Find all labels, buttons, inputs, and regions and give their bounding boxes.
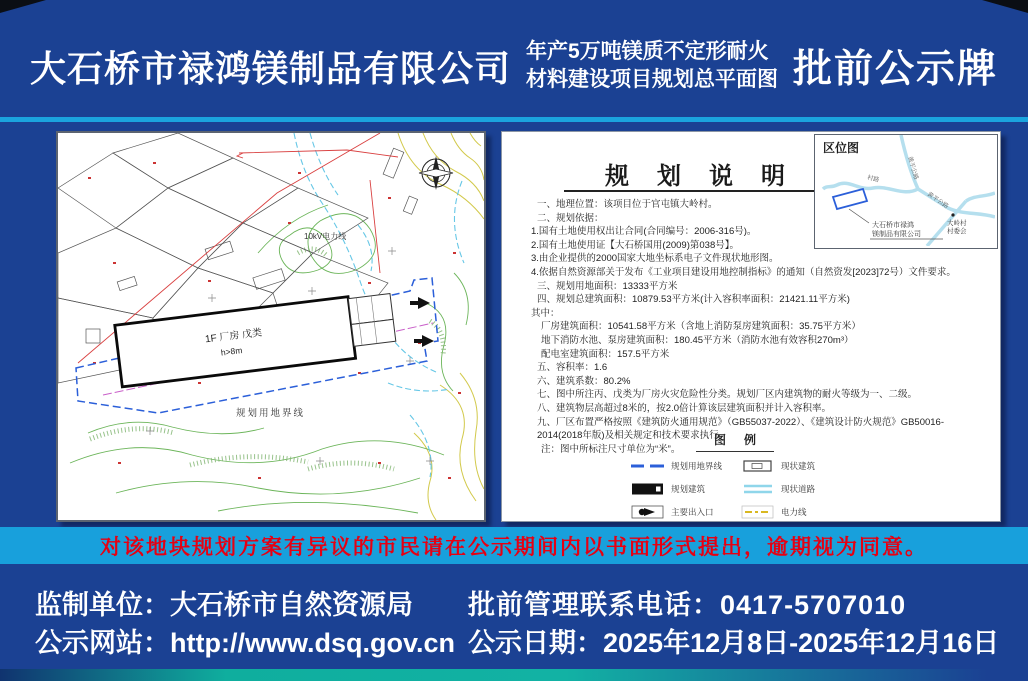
note-line: 地下消防水池、泵房建筑面积：180.45平方米（消防水池有效容积270m³） <box>541 334 854 346</box>
note-line: 其中： <box>531 307 560 319</box>
planned-building-icon <box>630 482 666 496</box>
contour-lines-yellow <box>398 133 484 520</box>
main-entrance-icon <box>630 505 666 519</box>
legend-item <box>630 505 730 519</box>
note-line: 3.由企业提供的2000国家大地坐标系电子文件现状地形图。 <box>531 253 779 265</box>
power-line-icon <box>740 505 776 519</box>
legend <box>630 431 840 519</box>
compass-icon <box>419 156 453 190</box>
planning-notes-title: 规划说明 <box>605 163 813 190</box>
legend-item <box>740 459 840 473</box>
road-label-mid: 黄平公路 <box>925 191 950 211</box>
legend-label: 规划用地界线 <box>671 461 723 471</box>
notice-website: 公示网站：http://www.dsq.gov.cn <box>35 628 455 658</box>
planned-boundary-line-icon <box>630 459 666 473</box>
note-line: 1.国有土地使用权出让合同(合同编号：2006-316号)。 <box>531 226 757 238</box>
objection-banner <box>0 527 1028 564</box>
company-name: 大石桥市禄鸿镁制品有限公司 <box>30 47 512 89</box>
legend-label: 现状道路 <box>781 484 816 494</box>
site-company-label-line2: 镁制品有限公司 <box>872 231 921 238</box>
legend-item <box>630 482 730 496</box>
legend-label: 主要出入口 <box>671 507 714 517</box>
legend-item <box>740 505 840 519</box>
photo-corner-artifact <box>0 0 46 13</box>
road-label-top: 黄平公路 <box>906 155 919 181</box>
location-map <box>814 134 998 249</box>
contact-phone: 批前管理联系电话：0417-5707010 <box>468 590 907 620</box>
board-title: 批前公示牌 <box>792 48 998 91</box>
leader-line <box>849 209 869 223</box>
poi-dot <box>951 213 954 216</box>
planning-description-panel <box>501 131 1001 522</box>
legend-label: 电力线 <box>781 507 807 517</box>
building-height-label: h>8m <box>220 345 243 358</box>
project-name <box>526 38 778 94</box>
site-company-label-line1: 大石桥市禄鸿 <box>872 222 914 229</box>
site-polygon <box>833 189 867 209</box>
note-line: 厂房建筑面积：10541.58平方米（含地上消防泵房建筑面积：35.75平方米） <box>541 321 861 333</box>
title-underline <box>564 190 832 192</box>
note-line: 4.依据自然资源部关于发布《工业项目建设用地控制指标》的通知（自然资发[2023]72号）文件要求。 <box>531 266 956 278</box>
supervisor-unit: 监制单位：大石桥市自然资源局 <box>35 590 413 620</box>
existing-road-icon <box>740 482 776 496</box>
note-line: 2.国有土地使用证【大石桥国用(2009)第038号】。 <box>531 239 739 251</box>
board-header <box>0 18 1028 114</box>
boundary-label: 规划用地界线 <box>236 408 306 419</box>
project-name-line1: 年产5万吨镁质不定形耐火 <box>526 40 769 63</box>
note-line: 九、厂区布置严格按照《建筑防火通用规范》（GB55037-2022）、《建筑设计防火规范》GB50016-2014(2018年版)及相关规定和技术要求执行。 <box>537 416 944 442</box>
location-map-drawing <box>815 135 995 246</box>
location-map-title: 区位图 <box>823 141 860 155</box>
note-line: 二、规划依据： <box>537 212 604 224</box>
legend-item <box>630 459 730 473</box>
note-line: 八、建筑物层高超过8米的，按2.0倍计算该层建筑面积并计入容积率。 <box>537 402 831 414</box>
legend-label: 规划建筑 <box>671 484 706 494</box>
existing-building-icon <box>740 459 776 473</box>
project-name-line2: 材料建设项目规划总平面图 <box>526 68 778 91</box>
poi-label-line2: 村委会 <box>947 228 967 235</box>
legend-label: 现状建筑 <box>781 461 816 471</box>
photo-corner-artifact <box>982 0 1028 13</box>
site-plan-map <box>58 133 484 520</box>
note-line: 五、容积率：1.6 <box>537 362 608 374</box>
power-line-label: 10kV电力线 <box>304 232 347 241</box>
poi-label-line1: 大岭村 <box>947 220 967 227</box>
note-line: 三、规划用地面积：13333平方米 <box>537 280 678 292</box>
building-label: 1F 厂房 戊类 <box>204 327 263 346</box>
bottom-edge-strip <box>0 669 1028 681</box>
notice-dates: 公示日期：2025年12月8日-2025年12月16日 <box>468 628 1000 658</box>
note-line: 七、图中所注丙、戊类为厂房火灾危险性分类。规划厂区内建筑物的耐火等级为一、二级。 <box>537 389 918 401</box>
legend-title: 图例 <box>696 431 774 452</box>
header-divider <box>0 117 1028 122</box>
site-plan-panel <box>56 131 486 522</box>
planned-factory-building <box>115 292 397 387</box>
legend-item <box>740 482 840 496</box>
note-line: 四、规划总建筑面积：10879.53平方米(计入容积率面积：21421.11平方米) <box>537 294 850 306</box>
note-line: 一、地理位置：该项目位于官屯镇大岭村。 <box>537 199 718 210</box>
note-line: 配电室建筑面积：157.5平方米 <box>541 348 670 360</box>
road-label-left: 村路 <box>866 175 880 184</box>
note-line: 六、建筑系数：80.2% <box>537 375 631 387</box>
objection-banner-text: 对该地块规划方案有异议的市民请在公示期间内以书面形式提出，逾期视为同意。 <box>100 535 928 559</box>
note-line: 注：图中所标注尺寸单位为“米”。 <box>541 443 681 455</box>
